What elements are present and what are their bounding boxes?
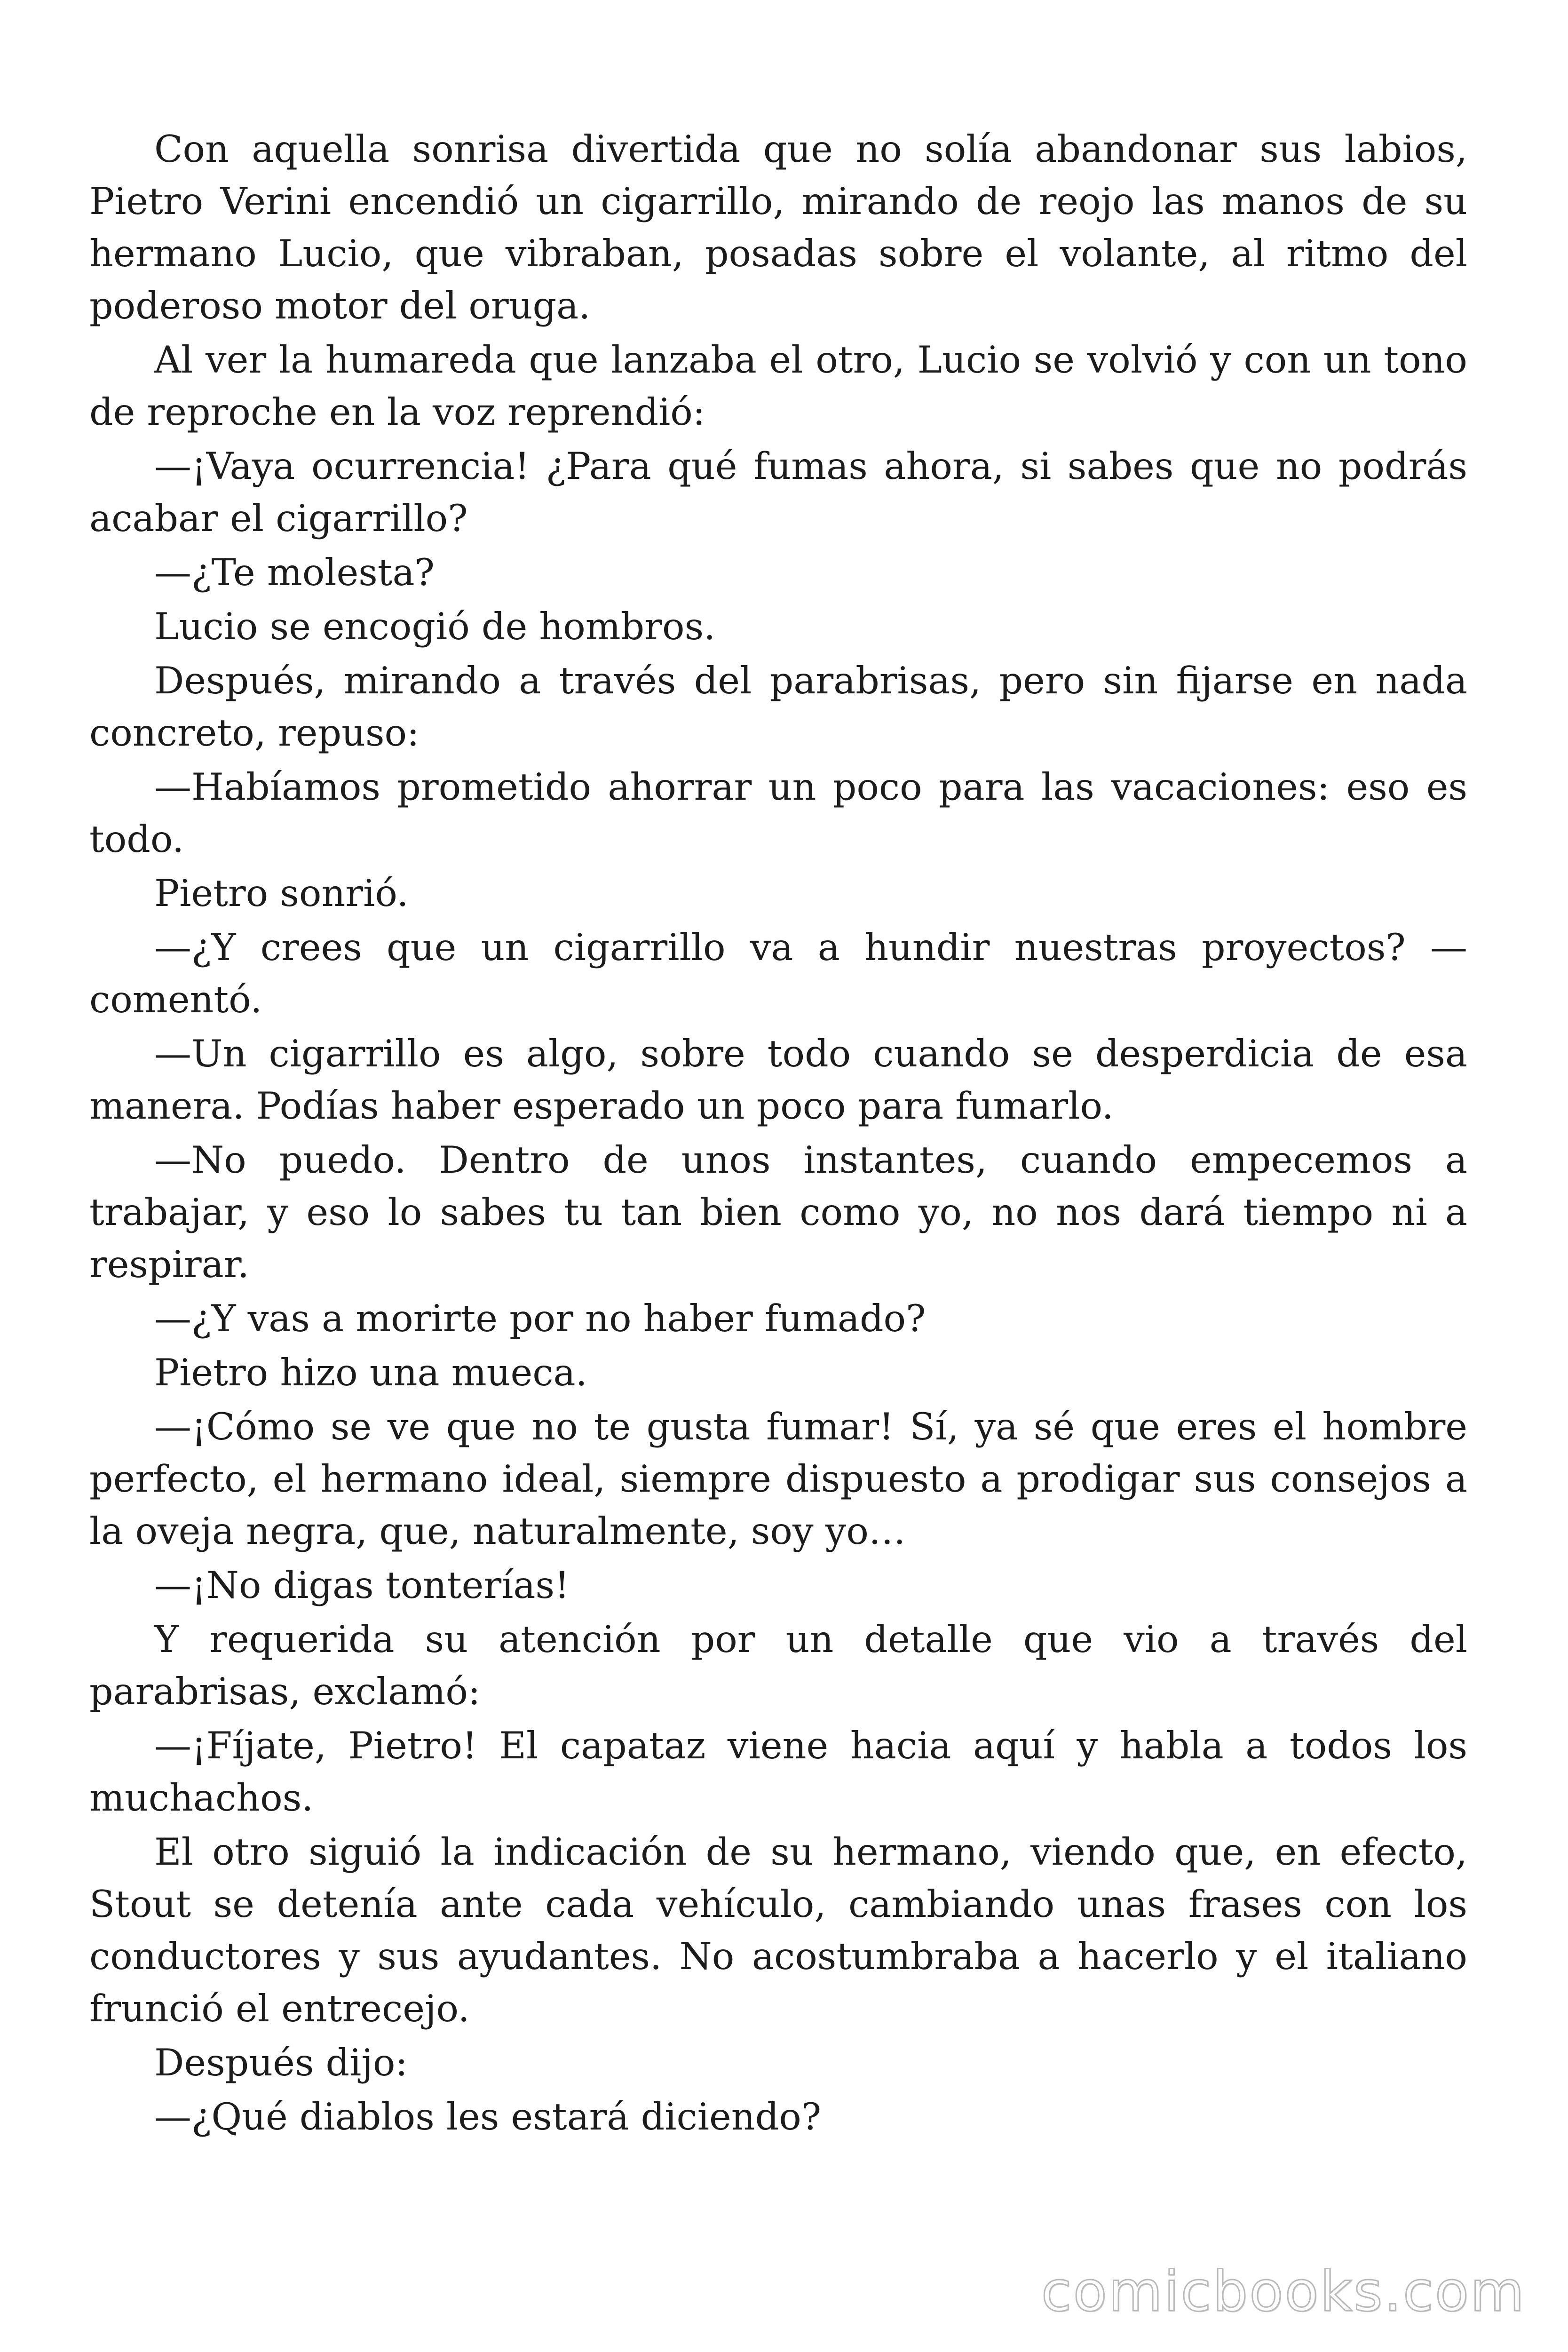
paragraph: Lucio se encogió de hombros. <box>154 605 716 648</box>
paragraph: —¡Fíjate, Pietro! El capataz viene hacia aquí y habla a todos los muchachos. <box>89 1724 1467 1820</box>
paragraph: —¡Vaya ocurrencia! ¿Para qué fumas ahora, si sabes que no podrás acabar el cigarrillo? <box>89 445 1467 540</box>
page-body-text <box>89 123 1467 2145</box>
paragraph: —¿Qué diablos les estará diciendo? <box>154 2095 822 2138</box>
paragraph: —¡No digas tonterías! <box>154 1564 570 1607</box>
paragraph: Al ver la humareda que lanzaba el otro, Lucio se volvió y con un tono de reproche en la voz reprendió: <box>89 338 1467 434</box>
paragraph: Y requerida su atención por un detalle que vio a través del parabrisas, exclamó: <box>89 1618 1467 1713</box>
paragraph: —¿Y crees que un cigarrillo va a hundir nuestras proyectos? —comentó. <box>89 926 1467 1021</box>
paragraph: Con aquella sonrisa divertida que no solía abandonar sus labios, Pietro Verini encendió un cigarrillo, mirando de reojo las manos de su hermano Lucio, que vibraban, posadas sobre el volante, al ritmo del poderoso motor del oruga. <box>89 127 1467 327</box>
paragraph: —No puedo. Dentro de unos instantes, cuando empecemos a trabajar, y eso lo sabes tu tan bien como yo, no nos dará tiempo ni a respirar. <box>89 1138 1467 1286</box>
paragraph: —Un cigarrillo es algo, sobre todo cuando se desperdicia de esa manera. Podías haber esperado un poco para fumarlo. <box>89 1032 1467 1128</box>
paragraph: —Habíamos prometido ahorrar un poco para las vacaciones: eso es todo. <box>89 765 1467 861</box>
paragraph: —¡Cómo se ve que no te gusta fumar! Sí, ya sé que eres el hombre perfecto, el hermano ideal, siempre dispuesto a prodigar sus consejos a la oveja negra, que, naturalmente, soy yo… <box>89 1405 1467 1553</box>
paragraph: Después dijo: <box>154 2041 408 2084</box>
paragraph: Pietro sonrió. <box>154 872 409 915</box>
paragraph: El otro siguió la indicación de su hermano, viendo que, en efecto, Stout se detenía ante cada vehículo, cambiando unas frases con los conductores y sus ayudantes. No acostumbraba a hacerlo y el italiano frunció el entrecejo. <box>89 1830 1467 2030</box>
paragraph: Después, mirando a través del parabrisas, pero sin fijarse en nada concreto, repuso: <box>89 659 1467 755</box>
paragraph: Pietro hizo una mueca. <box>154 1351 587 1394</box>
paragraph: —¿Y vas a morirte por no haber fumado? <box>154 1297 926 1340</box>
watermark: comicbooks.com <box>1041 2259 1526 2324</box>
paragraph: —¿Te molesta? <box>154 551 435 594</box>
